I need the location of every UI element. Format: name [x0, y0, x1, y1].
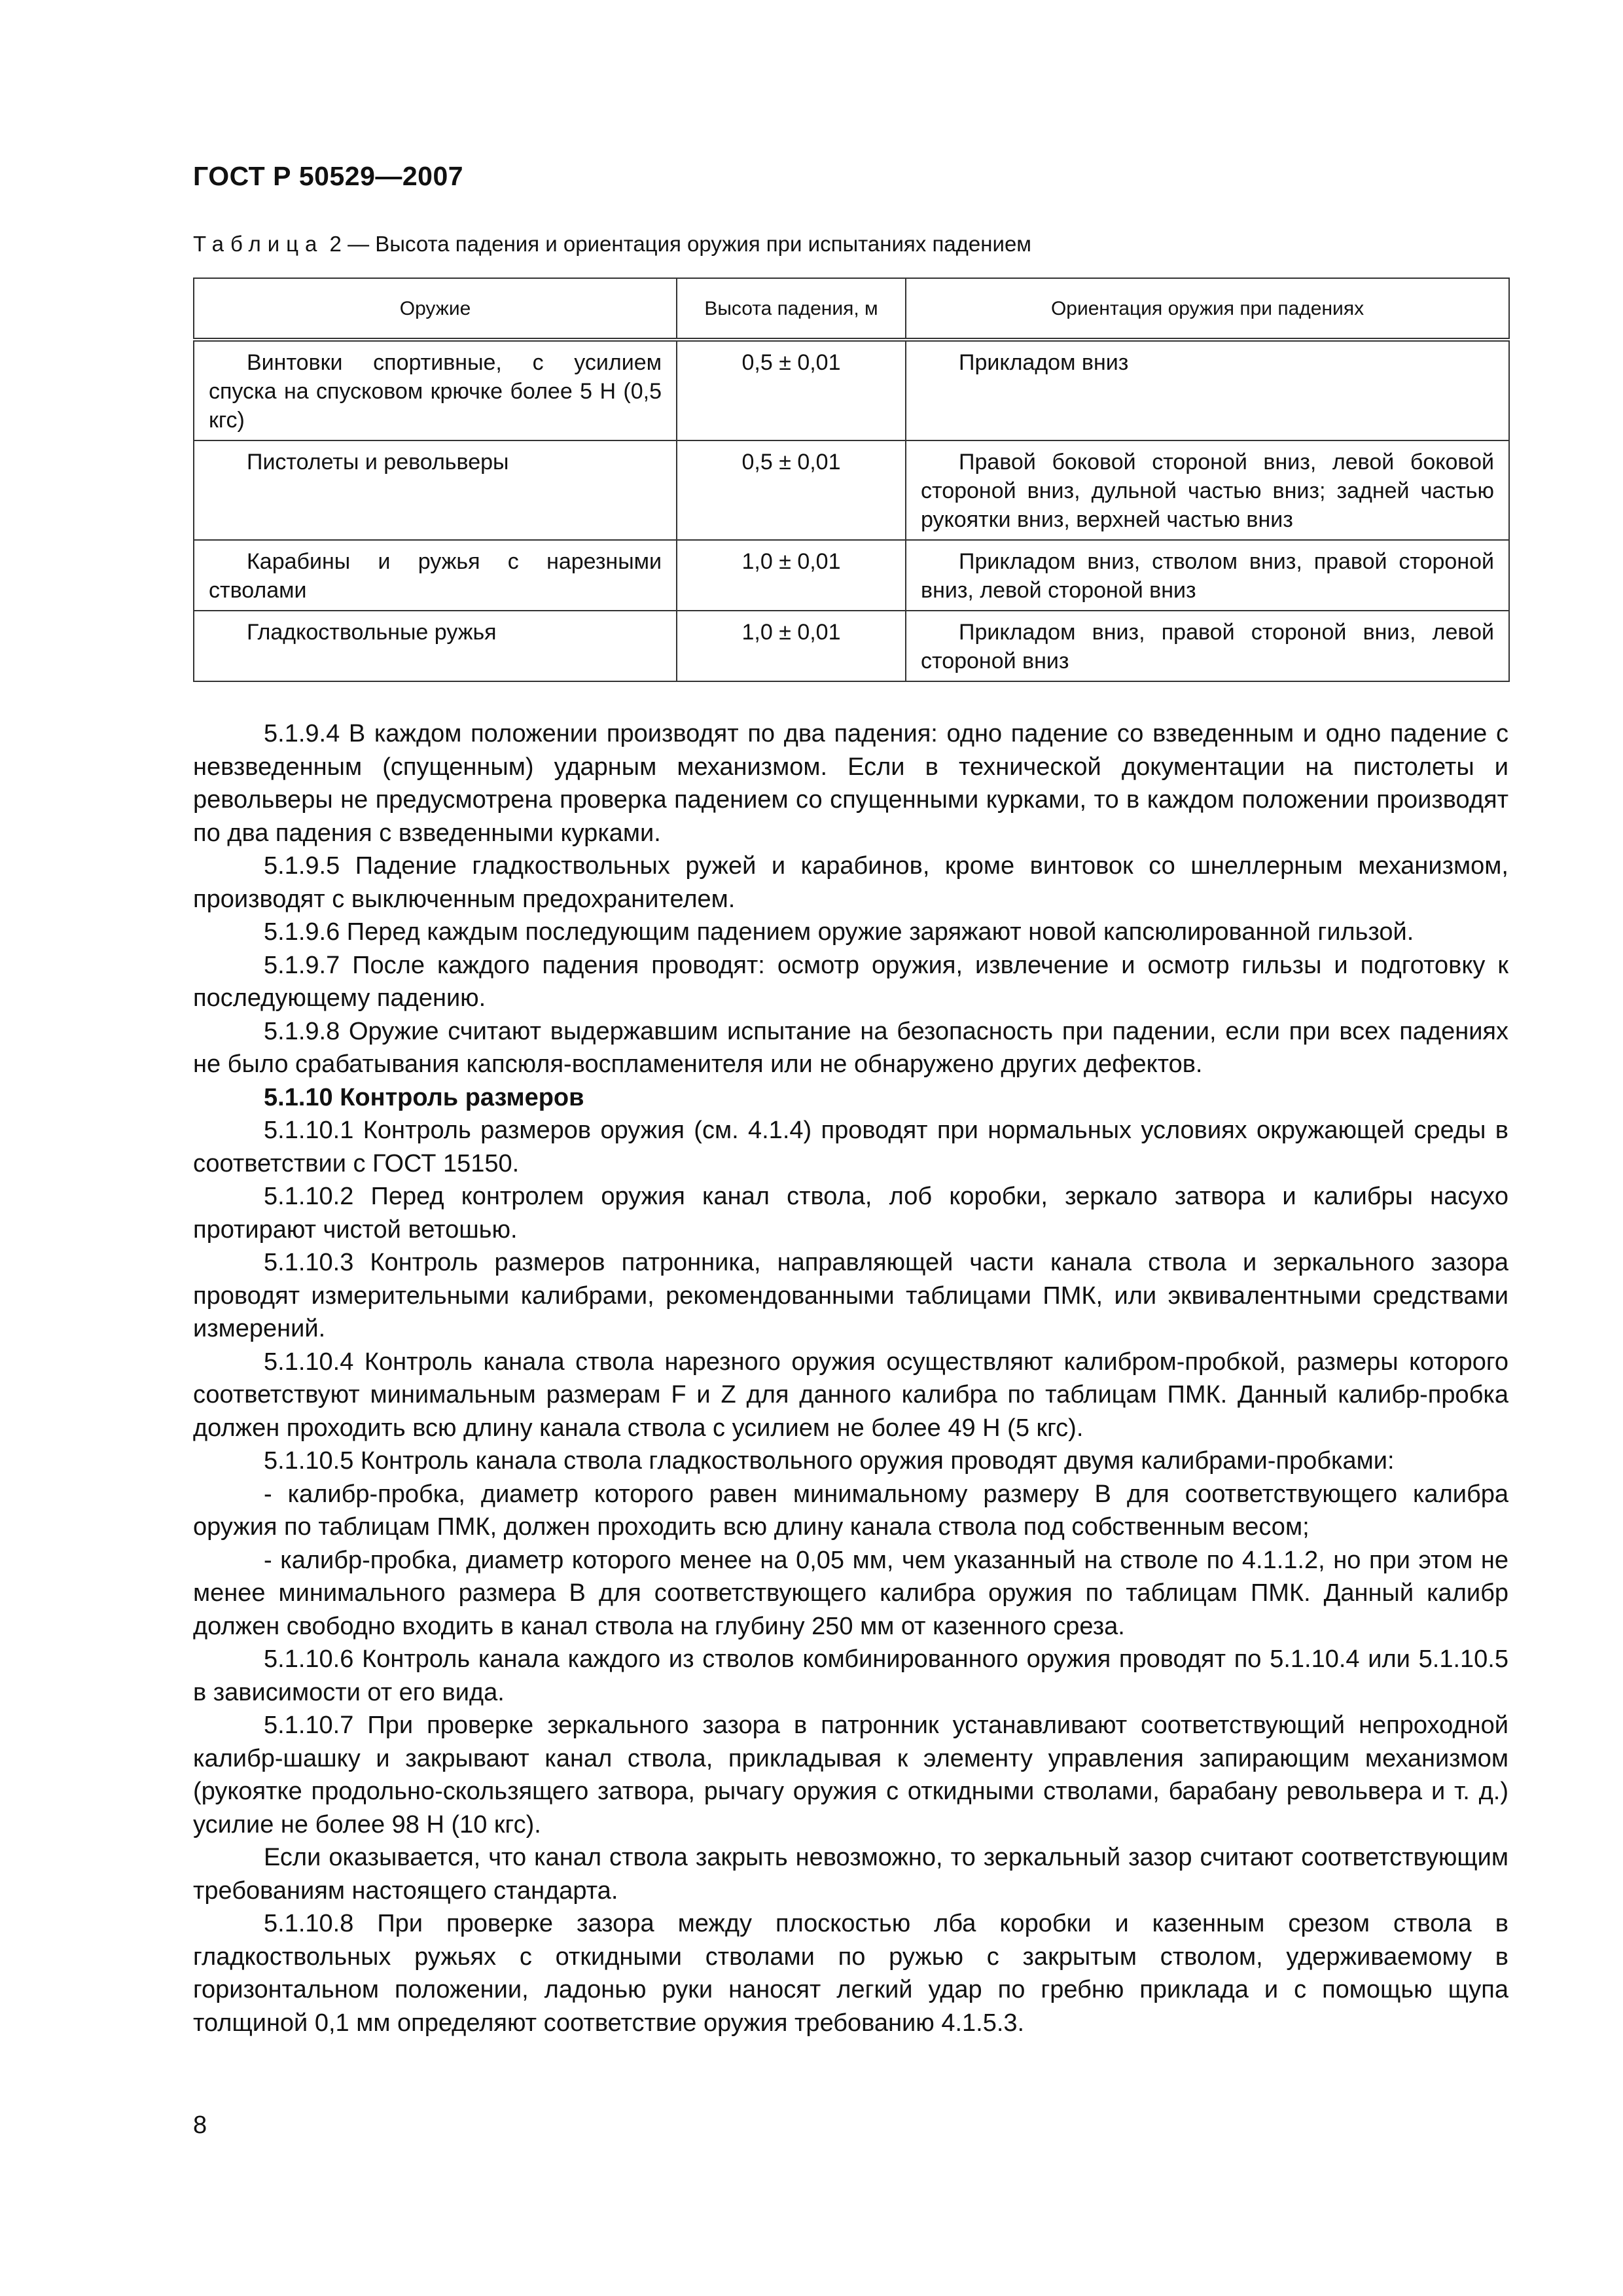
paragraph: 5.1.10.6 Контроль канала каждого из стволов комбинированного оружия проводят по 5.1.10.4 или 5.1.10.5 в зависимости от его вида. [193, 1645, 1508, 1706]
paragraph: 5.1.10.8 При проверке зазора между плоскостью лба коробки и казенным срезом ствола в гладкоствольных ружьях с откидными стволами по ружью с закрытым стволом, удерживаемому в горизонтальном положении, ладонью руки наносят легкий удар по гребню приклада и с помощью щупа толщиной 0,1 мм определяют соответствие оружия требованию 4.1.5.3. [193, 1910, 1508, 2037]
document-header: ГОСТ Р 50529—2007 [193, 161, 464, 191]
table-caption [193, 232, 1031, 257]
paragraph: 5.1.9.5 Падение гладкоствольных ружей и карабинов, кроме винтовок со шнеллерным механизмом, производят с выключенным предохранителем. [193, 852, 1508, 913]
table-cell-height: 1,0 ± 0,01 [677, 611, 906, 681]
table-cell-weapon: Винтовки спортивные, с усилием спуска на спусковом крючке более 5 Н (0,5 кгс) [194, 340, 677, 440]
column-header-weapon: Оружие [194, 278, 677, 340]
paragraph: 5.1.10.5 Контроль канала ствола гладкоствольного оружия проводят двумя калибрами-пробками: [264, 1447, 1395, 1475]
table-cell-height: 0,5 ± 0,01 [677, 440, 906, 540]
table-cell-orientation: Прикладом вниз [906, 340, 1509, 440]
paragraph: 5.1.10.4 Контроль канала ствола нарезного оружия осуществляют калибром-пробкой, размеры которого соответствуют минимальным размерам F и Z для данного калибра по таблицам ПМК. Данный калибр-пробка должен проходить всю длину канала ствола с усилием не более 49 Н (5 кгс). [193, 1348, 1508, 1442]
table-cell-orientation: Прикладом вниз, правой стороной вниз, левой стороной вниз [906, 611, 1509, 681]
column-header-drop-height: Высота падения, м [677, 278, 906, 340]
table-cell-height: 1,0 ± 0,01 [677, 540, 906, 611]
table-row [194, 340, 1509, 440]
paragraph: 5.1.10.7 При проверке зеркального зазора в патронник устанавливают соответствующий непроходной калибр-шашку и закрывают канал ствола, прикладывая к элементу управления запирающим механизмом (рукоятке продольно-скользящего затвора, рычагу оружия с откидными стволами, барабану револьвера и т. д.) усилие не более 98 Н (10 кгс). [193, 1712, 1508, 1839]
paragraph: 5.1.10.1 Контроль размеров оружия (см. 4.1.4) проводят при нормальных условиях окружающей среды в соответствии с ГОСТ 15150. [193, 1117, 1508, 1177]
column-header-orientation: Ориентация оружия при падениях [906, 278, 1509, 340]
paragraph: 5.1.9.6 Перед каждым последующим падением оружие заряжают новой капсюлированной гильзой. [264, 918, 1414, 946]
body-text [193, 717, 1508, 2039]
drop-test-table [193, 278, 1510, 682]
table-row [194, 540, 1509, 611]
table-row [194, 440, 1509, 540]
paragraph: Если оказывается, что канал ствола закрыть невозможно, то зеркальный зазор считают соответствующим требованиям настоящего стандарта. [193, 1844, 1508, 1905]
table-cell-height: 0,5 ± 0,01 [677, 340, 906, 440]
list-item: - калибр-пробка, диаметр которого менее на 0,05 мм, чем указанный на стволе по 4.1.1.2, но при этом не менее минимального размера B для соответствующего калибра оружия по таблицам ПМК. Данный калибр должен свободно входить в канал ствола на глубину 250 мм от казенного среза. [193, 1546, 1508, 1640]
page-number: 8 [193, 2111, 207, 2139]
paragraph: 5.1.9.4 В каждом положении производят по два падения: одно падение со взведенным и одно падение с невзведенным (спущенным) ударным механизмом. Если в технической документации на пистолеты и револьверы не предусмотрена проверка падением со спущенными курками, то в каждом положении производят по два падения с взведенными курками. [193, 720, 1508, 847]
table-cell-weapon: Карабины и ружья с нарезными стволами [194, 540, 677, 611]
list-item: - калибр-пробка, диаметр которого равен минимальному размеру B для соответствующего калибра оружия по таблицам ПМК, должен проходить всю длину канала ствола под собственным весом; [193, 1480, 1508, 1541]
table-cell-weapon: Пистолеты и револьверы [194, 440, 677, 540]
paragraph: 5.1.10.3 Контроль размеров патронника, направляющей части канала ствола и зеркального зазора проводят измерительными калибрами, рекомендованными таблицами ПМК, или эквивалентными средствами измерений. [193, 1249, 1508, 1342]
table-cell-orientation: Прикладом вниз, стволом вниз, правой стороной вниз, левой стороной вниз [906, 540, 1509, 611]
table-cell-weapon: Гладкоствольные ружья [194, 611, 677, 681]
table-caption-label: Таблица [193, 232, 324, 256]
table-row [194, 611, 1509, 681]
section-heading: 5.1.10 Контроль размеров [264, 1083, 584, 1111]
paragraph: 5.1.9.7 После каждого падения проводят: осмотр оружия, извлечение и осмотр гильзы и подготовку к последующему падению. [193, 951, 1508, 1012]
table-cell-orientation: Правой боковой стороной вниз, левой боковой стороной вниз, дульной частью вниз; задней частью рукоятки вниз, верхней частью вниз [906, 440, 1509, 540]
paragraph: 5.1.10.2 Перед контролем оружия канал ствола, лоб коробки, зеркало затвора и калибры насухо протирают чистой ветошью. [193, 1183, 1508, 1244]
paragraph: 5.1.9.8 Оружие считают выдержавшим испытание на безопасность при падении, если при всех падениях не было срабатывания капсюля-воспламенителя или не обнаружено других дефектов. [193, 1017, 1508, 1078]
table-caption-text: 2 — Высота падения и ориентация оружия при испытаниях падением [323, 232, 1031, 256]
table-header-row [194, 278, 1509, 340]
